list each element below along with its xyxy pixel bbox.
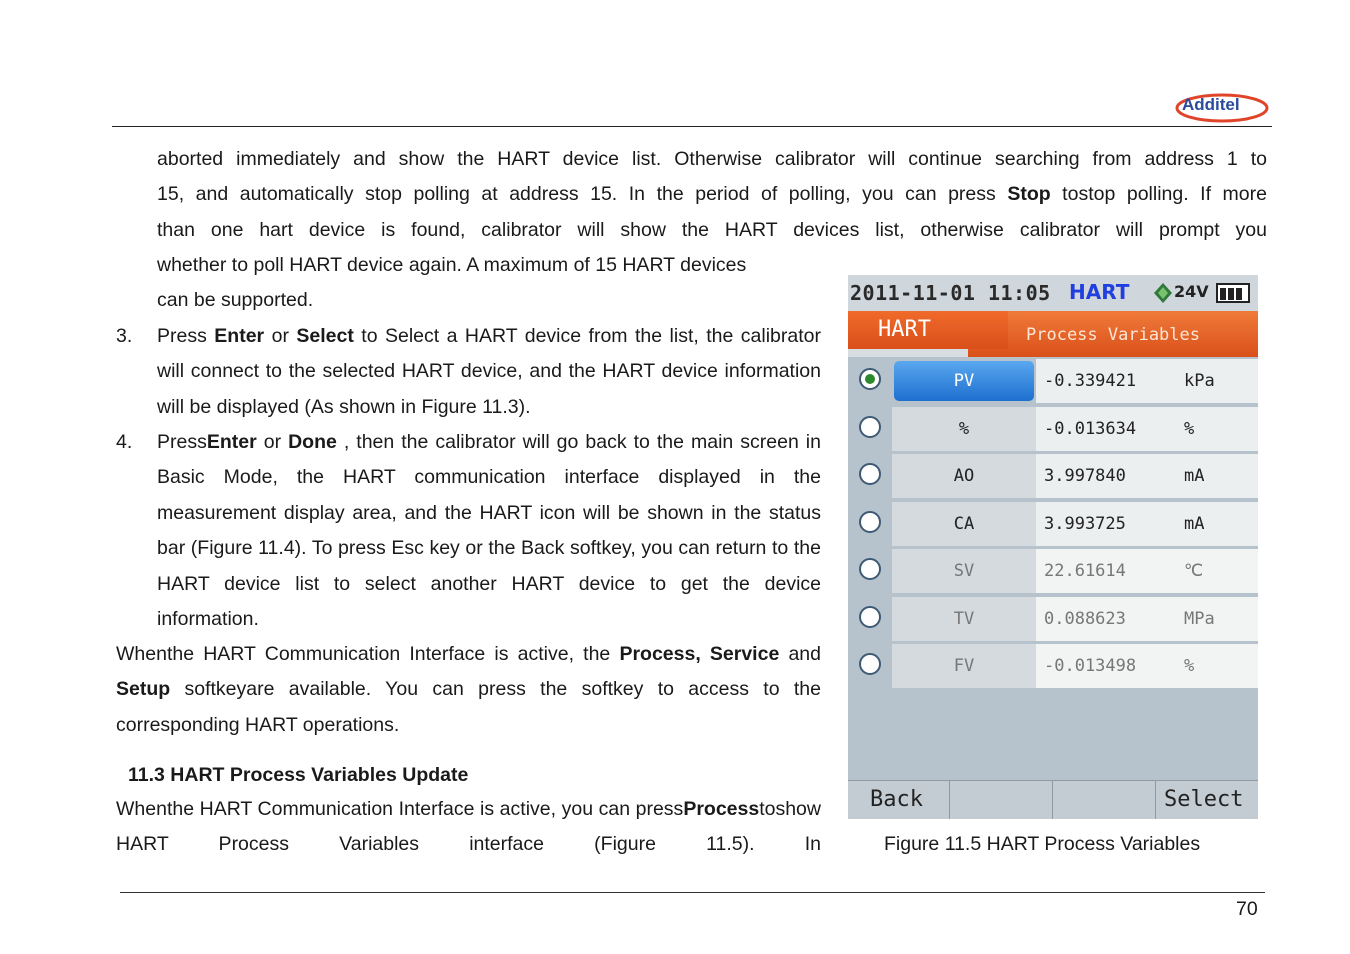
fv-row[interactable] xyxy=(848,642,1258,690)
item3-part: to Select a HART device from the list, the calibrator will connect to the selected HART device, and the HART device information will be displayed (As shown in Figure 11.3). xyxy=(157,325,821,418)
variable-value-cell xyxy=(1036,597,1258,641)
variable-unit: % xyxy=(1184,418,1195,439)
variable-unit: ℃ xyxy=(1184,561,1204,581)
para1-line2 xyxy=(157,177,1267,212)
para3-part: Whenthe HART Communication Interface is active, you can press xyxy=(116,798,684,820)
variable-unit: MPa xyxy=(1184,608,1215,629)
para2-part: softkeyare available. You can press the softkey to access to the corresponding HART operations. xyxy=(116,678,821,736)
screen-subtitle: Process Variables xyxy=(968,311,1258,357)
battery-icon xyxy=(1216,283,1250,303)
variable-value-cell xyxy=(1036,549,1258,593)
para1-text: 15, and automatically stop polling at address 15. In the period of polling, you can press xyxy=(157,183,1008,205)
figure-caption: Figure 11.5 HART Process Variables xyxy=(884,833,1201,855)
variable-label: FV xyxy=(892,644,1036,688)
softkey-2[interactable] xyxy=(951,781,1053,819)
variable-value: 3.997840 xyxy=(1044,466,1126,486)
radio-icon[interactable] xyxy=(859,653,881,675)
setup-keyword: Setup xyxy=(116,678,171,701)
pv-row[interactable] xyxy=(848,357,1258,405)
enter-keyword: Enter xyxy=(214,325,265,347)
para1-line3: than one hart device is found, calibrator will show the HART devices list, otherwise calibrator will prompt you xyxy=(157,219,1267,241)
para2-part: Whenthe HART Communication Interface is active, the xyxy=(116,643,620,665)
title-bar xyxy=(848,311,1258,357)
variable-label: SV xyxy=(892,549,1036,593)
variable-value: 22.61614 xyxy=(1044,561,1126,581)
footer-rule xyxy=(120,892,1265,893)
header-rule xyxy=(112,126,1272,127)
tv-row[interactable] xyxy=(848,595,1258,643)
variable-label: TV xyxy=(892,597,1036,641)
variable-unit: mA xyxy=(1184,466,1205,486)
item3-number: 3. xyxy=(116,325,133,347)
radio-icon[interactable] xyxy=(859,511,881,533)
device-screen-figure xyxy=(848,275,1258,819)
para2-part: and xyxy=(779,643,821,665)
variable-value: -0.339421 xyxy=(1044,371,1137,391)
radio-icon[interactable] xyxy=(859,606,881,628)
para3 xyxy=(116,792,821,864)
item4-text xyxy=(157,425,821,637)
item3-part: Press xyxy=(157,325,215,347)
select-keyword: Select xyxy=(296,325,354,347)
process-service-keyword: Process, Service xyxy=(619,643,780,665)
item4-part: Press xyxy=(157,431,207,453)
item3-part: or xyxy=(264,325,297,347)
para1-line4: whether to poll HART device again. A maximum of 15 HART devices xyxy=(157,254,747,276)
ao-row[interactable] xyxy=(848,452,1258,500)
item3-text xyxy=(157,319,821,425)
select-softkey[interactable]: Select xyxy=(1164,787,1244,812)
stop-keyword: Stop xyxy=(1007,183,1051,205)
para3-part: toshow HART Process Variables interface (Figure 11.5). In xyxy=(116,798,821,856)
variable-value: -0.013498 xyxy=(1044,656,1137,676)
sv-row[interactable] xyxy=(848,547,1258,595)
variable-label: PV xyxy=(894,361,1034,401)
radio-icon[interactable] xyxy=(859,416,881,438)
softkey-3[interactable] xyxy=(1054,781,1156,819)
item4-part: or xyxy=(256,431,289,453)
ca-row[interactable] xyxy=(848,500,1258,548)
voltage-label: 24V xyxy=(1174,282,1209,301)
loop-power-icon xyxy=(1153,282,1173,304)
variable-label: % xyxy=(892,407,1036,451)
variable-value: -0.013634 xyxy=(1044,418,1137,439)
variable-value-cell xyxy=(1036,359,1258,403)
item4-part: , then the calibrator will go back to the main screen in Basic Mode, the HART communication interface displayed in the measurement display area, and the HART icon will be shown in the status bar (Figure 11.4). To press Esc key or the Back softkey, you can return to the HART device list to select another HART device to get the device information. xyxy=(157,431,821,631)
para1-line5: can be supported. xyxy=(157,289,314,311)
section-heading: 11.3 HART Process Variables Update xyxy=(128,764,469,786)
variable-value: 3.993725 xyxy=(1044,513,1126,534)
hart-status-icon: HART xyxy=(1069,280,1130,304)
radio-icon[interactable] xyxy=(859,558,881,580)
variable-label: AO xyxy=(892,454,1036,498)
variable-value: 0.088623 xyxy=(1044,608,1126,629)
para1-line1: aborted immediately and show the HART device list. Otherwise calibrator will continue searching from address 1 to xyxy=(157,148,1267,170)
softkey-bar xyxy=(848,780,1258,819)
datetime: 2011-11-01 11:05 xyxy=(850,281,1051,305)
variable-unit: kPa xyxy=(1184,371,1215,391)
item4-number: 4. xyxy=(116,431,133,453)
variable-value-cell xyxy=(1036,454,1258,498)
para2 xyxy=(116,637,821,743)
enter-keyword: Enter xyxy=(206,431,257,453)
variable-label: CA xyxy=(892,502,1036,546)
status-bar xyxy=(848,275,1258,311)
variable-value-cell xyxy=(1036,407,1258,451)
done-keyword: Done xyxy=(288,431,337,453)
variable-unit: mA xyxy=(1184,513,1205,534)
page-number: 70 xyxy=(1236,898,1258,920)
variable-value-cell xyxy=(1036,502,1258,546)
screen-title: HART xyxy=(848,311,1008,349)
percent-row[interactable] xyxy=(848,405,1258,453)
logo-text: Additel xyxy=(1182,95,1240,114)
variable-value-cell xyxy=(1036,644,1258,688)
radio-icon[interactable] xyxy=(859,463,881,485)
back-softkey[interactable]: Back xyxy=(848,781,950,819)
process-keyword: Process xyxy=(683,798,760,820)
additel-logo xyxy=(1174,86,1270,126)
variable-unit: % xyxy=(1184,656,1195,676)
radio-selected-icon[interactable] xyxy=(859,368,881,390)
para1-text: tostop polling. If more xyxy=(1050,183,1267,205)
